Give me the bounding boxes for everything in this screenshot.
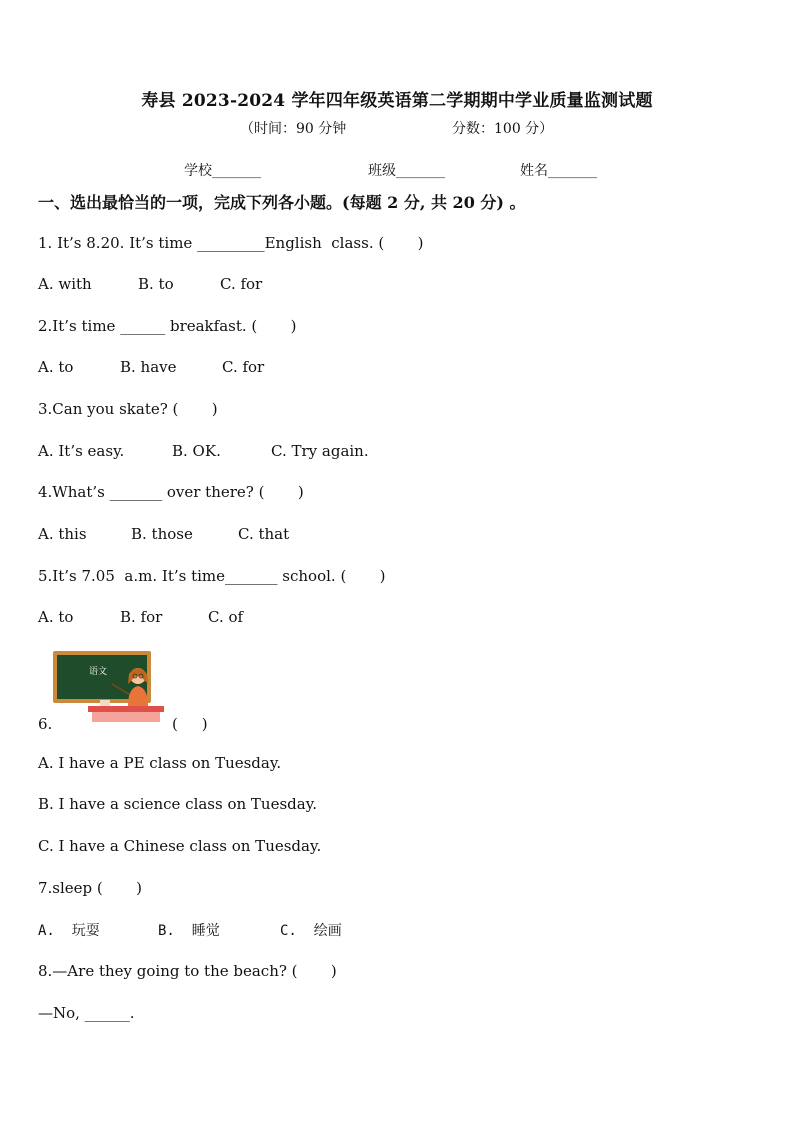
- name-field: 姓名_______: [520, 163, 597, 179]
- class-field: 班级_______: [368, 163, 445, 179]
- question-5-stem: 5.It’s 7.05 a.m. It’s time_______ school. ( ): [38, 567, 386, 585]
- teacher-blackboard-illustration: [52, 650, 166, 724]
- desk-top: [88, 706, 164, 712]
- question-2-stem: 2.It’s time ______ breakfast. ( ): [38, 317, 297, 335]
- question-6-option-b: B. I have a science class on Tuesday.: [38, 795, 317, 813]
- book-stack: [100, 700, 110, 706]
- question-5-option-b: B. for: [120, 608, 163, 626]
- question-7-option-c: C. 绘画: [280, 923, 342, 939]
- question-1-option-a: A. with: [38, 275, 92, 293]
- question-6-answer-paren: ( ): [172, 715, 208, 733]
- question-4-option-c: C. that: [238, 525, 290, 543]
- exam-score: 分数：100 分）: [452, 121, 554, 137]
- question-4-stem: 4.What’s _______ over there? ( ): [38, 483, 304, 501]
- question-3-stem: 3.Can you skate? ( ): [38, 400, 218, 418]
- question-1-option-b: B. to: [138, 275, 174, 293]
- question-5-option-c: C. of: [208, 608, 244, 626]
- school-field: 学校_______: [184, 163, 261, 179]
- question-1-stem: 1. It’s 8.20. It’s time _________English class. ( ): [38, 234, 424, 252]
- question-6-option-c: C. I have a Chinese class on Tuesday.: [38, 837, 322, 855]
- question-3-option-b: B. OK.: [172, 442, 221, 460]
- question-2-option-b: B. have: [120, 358, 177, 376]
- section-heading: 一、选出最恰当的一项，完成下列各小题。(每题 2 分, 共 20 分) 。: [38, 193, 526, 212]
- question-4-option-b: B. those: [131, 525, 193, 543]
- exam-time: （时间：90 分钟: [240, 121, 347, 137]
- question-2-option-c: C. for: [222, 358, 265, 376]
- question-3-option-c: C. Try again.: [271, 442, 369, 460]
- question-2-option-a: A. to: [38, 358, 74, 376]
- blackboard-text: 语文: [88, 667, 108, 677]
- question-4-option-a: A. this: [38, 525, 87, 543]
- question-1-option-c: C. for: [220, 275, 263, 293]
- question-5-option-a: A. to: [38, 608, 74, 626]
- question-3-option-a: A. It’s easy.: [38, 442, 125, 460]
- exam-title: 寿县 2023-2024 学年四年级英语第二学期期中学业质量监测试题: [141, 91, 653, 111]
- question-7-option-b: B. 睡觉: [158, 923, 220, 939]
- question-8-reply: —No, ______.: [38, 1004, 135, 1022]
- question-6-option-a: A. I have a PE class on Tuesday.: [38, 754, 282, 772]
- question-6-number: 6.: [38, 715, 53, 733]
- question-8-stem: 8.—Are they going to the beach? ( ): [38, 962, 337, 980]
- question-7-stem: 7.sleep ( ): [38, 879, 143, 897]
- desk-front: [92, 712, 160, 722]
- question-7-option-a: A. 玩耍: [38, 923, 100, 939]
